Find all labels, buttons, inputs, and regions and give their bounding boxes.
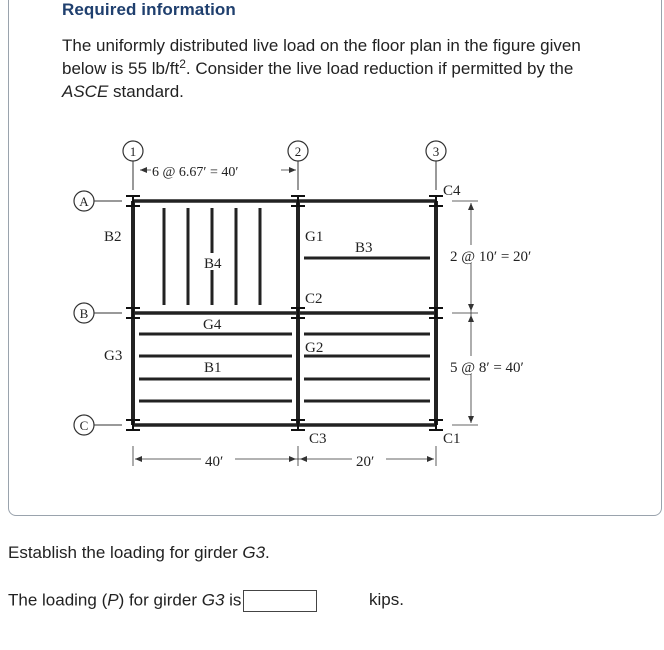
column-line-2-label: 2 (294, 144, 302, 159)
label-c1: C1 (443, 431, 461, 447)
answer-text-2: ) for girder (118, 590, 202, 610)
row-line-b-label: B (79, 306, 89, 321)
prompt-member: G3 (242, 543, 266, 562)
answer-text-1: The loading ( (8, 590, 108, 610)
label-b3: B3 (355, 240, 373, 256)
label-c3: C3 (309, 431, 327, 447)
answer-line (8, 590, 323, 612)
label-g3: G3 (104, 348, 123, 364)
top-dimension-arrow-left (140, 167, 147, 173)
statement-exponent: 2 (179, 57, 186, 71)
right-dim-arrow-mid-up (468, 304, 474, 311)
right-dimension-upper: 2 @ 10′ = 20′ (450, 249, 532, 265)
label-b1: B1 (204, 360, 222, 376)
right-dim-arrow-top (468, 203, 474, 210)
bottom-dim-arrow-right (427, 456, 434, 462)
bottom-dim-arrow-left (135, 456, 142, 462)
answer-text-3: is (224, 590, 242, 610)
statement-text-1: The uniformly distributed live load on the floor plan in the figure given below is 55 lb/ft (62, 36, 581, 78)
row-line-c-label: C (79, 418, 89, 433)
statement-standard: ASCE (62, 82, 109, 101)
right-dimension-lower: 5 @ 8′ = 40′ (450, 360, 524, 376)
label-b4: B4 (204, 256, 222, 272)
bottom-dim-arrow-mid-left (289, 456, 296, 462)
column-line-1-label: 1 (129, 144, 137, 159)
answer-input[interactable] (243, 590, 317, 612)
top-dimension-text: 6 @ 6.67′ = 40′ (152, 165, 239, 180)
bottom-dim-arrow-mid-right (300, 456, 307, 462)
statement-text-3: standard. (108, 82, 184, 101)
statement-text-2: . Consider the live load reduction if permitted by the (185, 59, 574, 78)
right-dim-arrow-bottom (468, 416, 474, 423)
prompt-period: . (265, 543, 270, 562)
prompt-text: Establish the loading for girder (8, 543, 243, 562)
answer-member: G3 (201, 590, 225, 610)
answer-variable: P (107, 590, 119, 610)
row-line-a-label: A (79, 194, 89, 209)
label-g4: G4 (203, 317, 222, 333)
question-prompt (8, 543, 270, 563)
bottom-dimension-left: 40′ (205, 454, 224, 470)
label-c2: C2 (305, 291, 323, 307)
answer-unit: kips. (369, 590, 404, 609)
label-b2: B2 (104, 229, 122, 245)
required-information-heading: Required information (62, 0, 236, 19)
label-g2: G2 (305, 340, 324, 356)
label-g1: G1 (305, 229, 324, 245)
right-dim-arrow-mid-down (468, 315, 474, 322)
top-dimension-arrow-right (289, 167, 296, 173)
beams-b1 (139, 334, 430, 401)
column-line-3-label: 3 (432, 144, 440, 159)
bottom-dimension-right: 20′ (356, 454, 375, 470)
label-c4: C4 (443, 183, 461, 199)
